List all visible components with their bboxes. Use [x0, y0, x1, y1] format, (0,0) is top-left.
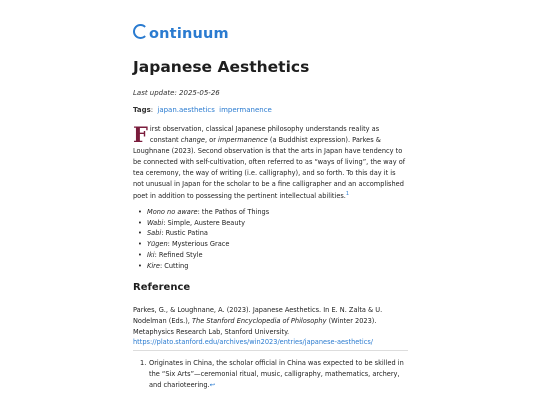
tag-link-japan-aesthetics[interactable]: japan.aesthetics: [157, 106, 215, 114]
logo-wordmark: ontinuum: [149, 26, 229, 42]
list-item: [133, 261, 408, 272]
intro-paragraph: [133, 124, 408, 203]
footnote-item: [133, 358, 408, 390]
site-logo[interactable]: [133, 24, 229, 42]
list-item: [133, 228, 408, 239]
list-item: [133, 239, 408, 250]
footnote-text: Originates in China, the scholar official in China was expected to be skilled in the “Six Arts”—ceremonial ritual, music, calligraphy, mathematics, archery, and charioteering.: [149, 359, 404, 389]
footnotes-list: [133, 358, 408, 390]
reference-entry: [133, 305, 408, 348]
tags-line: Tags: japan.aesthetics impermanence: [133, 106, 272, 114]
concept-desc: : Refined Style: [154, 250, 203, 259]
intro-em-change: change: [180, 135, 205, 144]
reference-text-2: (Winter 2023). Metaphysics Research Lab, Stanford University.: [133, 316, 377, 336]
logo-ring-icon: [133, 24, 148, 39]
tags-label: Tags: [133, 106, 151, 114]
list-item: [133, 207, 408, 218]
concept-desc: : the Pathos of Things: [197, 208, 270, 216]
footnote-backref-icon[interactable]: ↩: [209, 380, 216, 389]
footnotes-divider: [133, 350, 408, 351]
intro-text-1: irst observation, classical Japanese philosophy understands reality as constant: [149, 125, 380, 144]
footnote-ref-link[interactable]: 1: [345, 191, 350, 198]
tag-link-impermanence[interactable]: impermanence: [219, 106, 272, 114]
concept-term: Mono no aware: [147, 208, 198, 216]
concept-list: [133, 207, 408, 271]
concept-term: Iki: [147, 250, 155, 259]
reference-heading: Reference: [133, 282, 191, 293]
last-update: Last update: 2025-05-26: [133, 89, 220, 97]
intro-text-3: (a Buddhist expression). Parkes & Loughnane (2023). Second observation is that the arts in Japan have tendency to be connected with self-cultivation, often referred to as “ways of living”, the way of tea ceremony, the way of writing (i.e. calligraphy), and so forth. To this day it is not unusual in Japan for the scholar to be a fine calligrapher and an accomplished poet in addition to possessing the pertinent intellectual abilities.: [133, 135, 406, 201]
drop-cap: F: [133, 122, 148, 147]
concept-term: Yūgen: [147, 240, 168, 249]
list-item: [133, 250, 408, 261]
reference-text-1: Parkes, G., & Loughnane, A. (2023). Japanese Aesthetics. In E. N. Zalta & U. Nodelman (Eds.),: [133, 306, 383, 325]
concept-desc: : Cutting: [159, 261, 189, 270]
concept-desc: : Simple, Austere Beauty: [163, 218, 246, 227]
concept-term: Kire: [147, 261, 160, 270]
page-title: Japanese Aesthetics: [133, 58, 310, 76]
concept-term: Sabi: [147, 229, 162, 238]
concept-term: Wabi: [147, 218, 164, 227]
concept-desc: : Rustic Patina: [161, 229, 208, 238]
concept-desc: : Mysterious Grace: [167, 240, 230, 249]
reference-book-title: The Stanford Encyclopedia of Philosophy: [192, 316, 327, 325]
intro-em-impermanence: impermanence: [218, 135, 268, 144]
list-item: [133, 218, 408, 229]
reference-url-link[interactable]: https://plato.stanford.edu/archives/win2023/entries/japanese-aesthetics/: [133, 338, 374, 347]
footnote-number: 1.: [140, 359, 147, 367]
intro-text-2: , or: [204, 135, 219, 144]
